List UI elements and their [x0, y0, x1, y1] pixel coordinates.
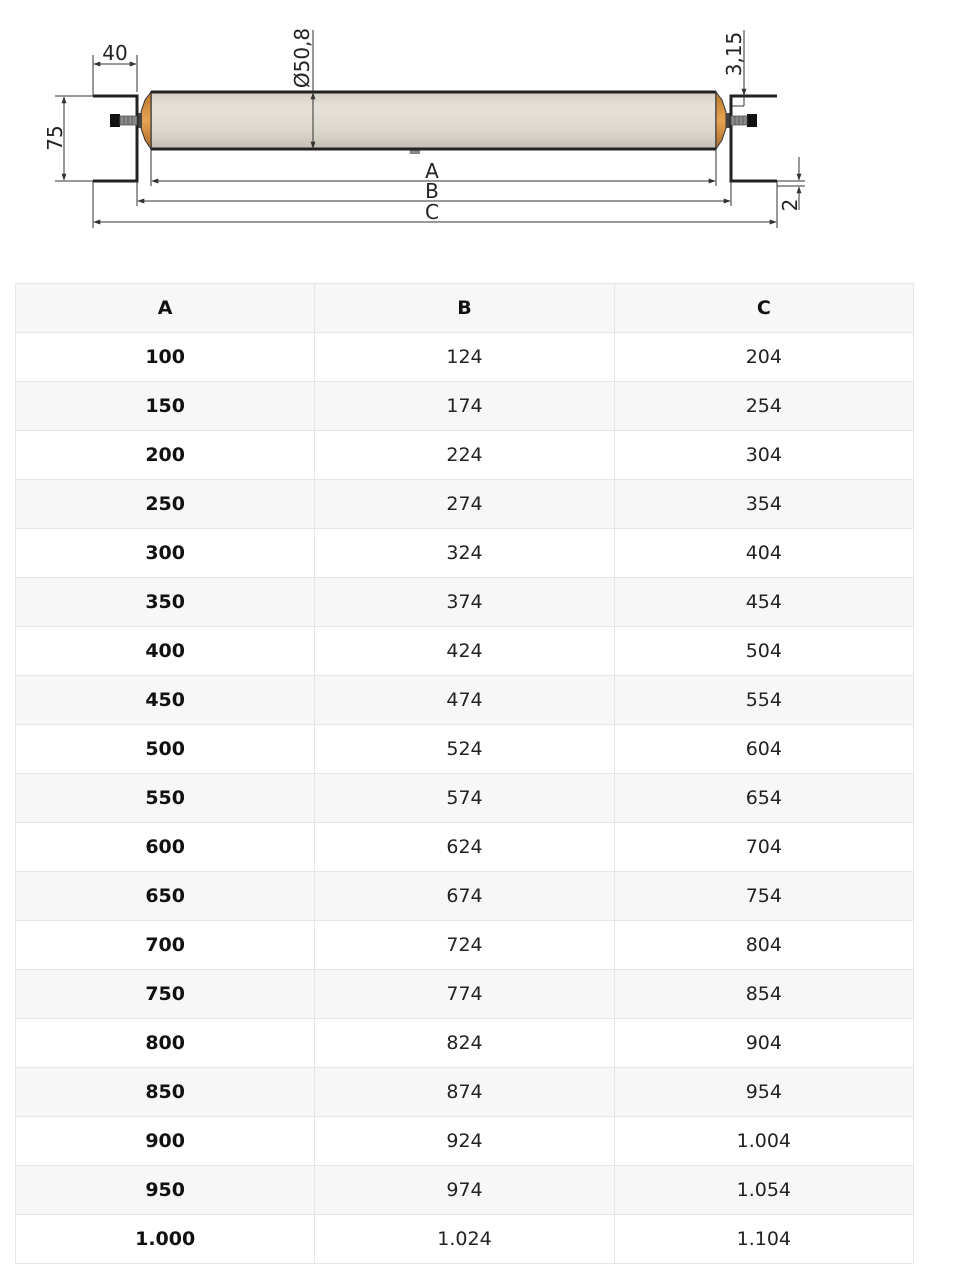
cell-a: 250	[16, 480, 315, 529]
cell-b: 824	[315, 1019, 614, 1068]
table-row	[16, 725, 914, 774]
cell-b: 524	[315, 725, 614, 774]
dim-a-label: A	[425, 159, 439, 183]
table-row	[16, 1166, 914, 1215]
cell-a: 850	[16, 1068, 315, 1117]
dim-c-label: C	[425, 200, 439, 224]
table-row	[16, 333, 914, 382]
table-row	[16, 382, 914, 431]
cell-c: 354	[614, 480, 913, 529]
cell-a: 900	[16, 1117, 315, 1166]
table-row	[16, 872, 914, 921]
table-row	[16, 774, 914, 823]
table-row	[16, 480, 914, 529]
cell-c: 254	[614, 382, 913, 431]
dim-wall-label: 3,15	[722, 31, 746, 77]
header-a: A	[16, 284, 315, 333]
cell-c: 1.054	[614, 1166, 913, 1215]
dim-thickness-label: 2	[778, 198, 802, 212]
cell-a: 300	[16, 529, 315, 578]
header-c: C	[614, 284, 913, 333]
cell-c: 1.004	[614, 1117, 913, 1166]
dim-height-label: 75	[43, 125, 67, 151]
cell-a: 100	[16, 333, 315, 382]
dimensions-table	[15, 283, 914, 1264]
left-frame	[93, 96, 137, 181]
table-row	[16, 823, 914, 872]
cell-b: 924	[315, 1117, 614, 1166]
roller-drawing	[0, 0, 954, 250]
dim-diameter-label: Ø50,8	[290, 27, 314, 89]
table-row	[16, 676, 914, 725]
cell-b: 874	[315, 1068, 614, 1117]
cell-a: 1.000	[16, 1215, 315, 1264]
roller-tube	[151, 92, 716, 149]
cell-c: 904	[614, 1019, 913, 1068]
table-header-row	[16, 284, 914, 333]
table-row	[16, 578, 914, 627]
cell-b: 1.024	[315, 1215, 614, 1264]
cell-b: 174	[315, 382, 614, 431]
dim-frame-depth-label: 40	[102, 41, 128, 65]
cell-c: 1.104	[614, 1215, 913, 1264]
cell-a: 650	[16, 872, 315, 921]
left-end-cap	[137, 92, 151, 149]
cell-b: 424	[315, 627, 614, 676]
cell-a: 150	[16, 382, 315, 431]
cell-a: 750	[16, 970, 315, 1019]
cell-a: 350	[16, 578, 315, 627]
cell-b: 274	[315, 480, 614, 529]
table-row	[16, 970, 914, 1019]
cell-c: 954	[614, 1068, 913, 1117]
cell-b: 324	[315, 529, 614, 578]
table-row	[16, 1215, 914, 1264]
table-row	[16, 1068, 914, 1117]
cell-a: 500	[16, 725, 315, 774]
table-row	[16, 627, 914, 676]
right-frame	[731, 96, 777, 181]
table-row	[16, 1117, 914, 1166]
cell-a: 600	[16, 823, 315, 872]
cell-c: 654	[614, 774, 913, 823]
cell-b: 674	[315, 872, 614, 921]
cell-c: 604	[614, 725, 913, 774]
cell-b: 724	[315, 921, 614, 970]
cell-a: 400	[16, 627, 315, 676]
cell-b: 374	[315, 578, 614, 627]
table-row	[16, 431, 914, 480]
table-row	[16, 921, 914, 970]
cell-c: 554	[614, 676, 913, 725]
cell-c: 804	[614, 921, 913, 970]
cell-a: 800	[16, 1019, 315, 1068]
cell-c: 704	[614, 823, 913, 872]
table-row	[16, 529, 914, 578]
dim-b-label: B	[425, 179, 439, 203]
cell-c: 304	[614, 431, 913, 480]
cell-b: 224	[315, 431, 614, 480]
cell-b: 474	[315, 676, 614, 725]
cell-b: 974	[315, 1166, 614, 1215]
cell-b: 624	[315, 823, 614, 872]
right-end-cap	[716, 92, 731, 149]
cell-a: 200	[16, 431, 315, 480]
cell-a: 450	[16, 676, 315, 725]
cell-c: 204	[614, 333, 913, 382]
cell-c: 854	[614, 970, 913, 1019]
cell-c: 504	[614, 627, 913, 676]
cell-b: 124	[315, 333, 614, 382]
table-row	[16, 1019, 914, 1068]
cell-c: 404	[614, 529, 913, 578]
cell-a: 950	[16, 1166, 315, 1215]
cell-a: 700	[16, 921, 315, 970]
cell-a: 550	[16, 774, 315, 823]
cell-c: 754	[614, 872, 913, 921]
cell-b: 774	[315, 970, 614, 1019]
header-b: B	[315, 284, 614, 333]
table-body	[16, 333, 914, 1264]
cell-b: 574	[315, 774, 614, 823]
cell-c: 454	[614, 578, 913, 627]
